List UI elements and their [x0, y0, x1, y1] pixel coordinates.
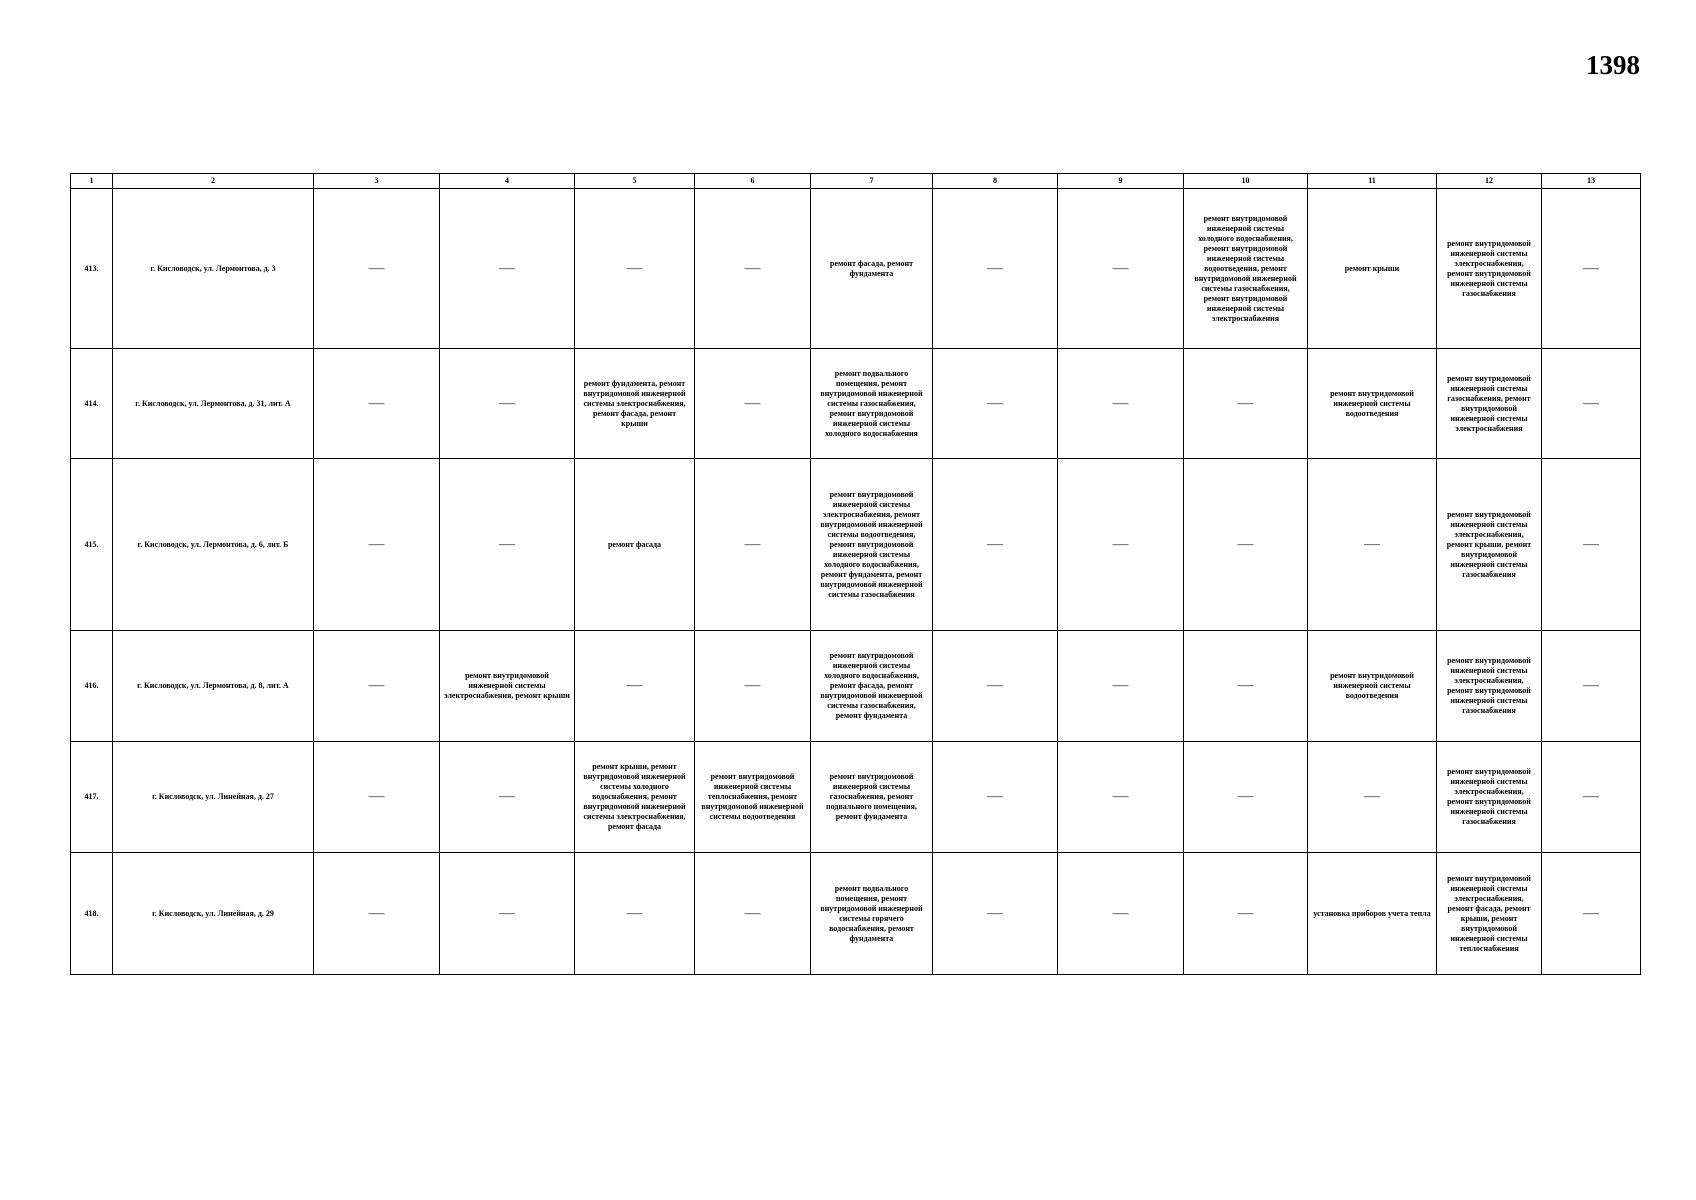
row-number: 414. [71, 349, 113, 459]
header-row [71, 174, 1641, 189]
cell-col-8: —— [933, 742, 1058, 853]
cell-col-3: —— [314, 631, 440, 742]
cell-col-6: ремонт внутридомовой инженерной системы теплоснабжения, ремонт внутридомовой инженерной системы водоотведения [695, 742, 811, 853]
cell-col-7: ремонт фасада, ремонт фундамента [811, 189, 933, 349]
cell-col-10: —— [1184, 631, 1308, 742]
column-header-6: 6 [695, 174, 811, 189]
cell-col-7: ремонт внутридомовой инженерной системы холодного водоснабжения, ремонт фасада, ремонт внутридомовой инженерной системы газоснабжения, ремонт фундамента [811, 631, 933, 742]
cell-col-6: —— [695, 631, 811, 742]
cell-col-11: —— [1308, 742, 1437, 853]
table-row [71, 742, 1641, 853]
cell-col-5: —— [575, 631, 695, 742]
cell-col-5: —— [575, 853, 695, 975]
cell-col-9: —— [1058, 189, 1184, 349]
cell-col-12: ремонт внутридомовой инженерной системы электроснабжения, ремонт фасада, ремонт крыши, ремонт внутридомовой инженерной системы теплоснабжения [1437, 853, 1542, 975]
cell-col-8: —— [933, 631, 1058, 742]
cell-col-3: —— [314, 459, 440, 631]
cell-col-10: —— [1184, 742, 1308, 853]
cell-col-13: —— [1542, 189, 1641, 349]
table-row [71, 189, 1641, 349]
cell-col-4: —— [440, 459, 575, 631]
cell-col-3: —— [314, 742, 440, 853]
cell-col-3: —— [314, 853, 440, 975]
cell-col-11: ремонт внутридомовой инженерной системы водоотведения [1308, 631, 1437, 742]
cell-col-10: —— [1184, 459, 1308, 631]
repair-schedule-table [70, 173, 1641, 975]
cell-col-3: —— [314, 349, 440, 459]
row-number: 415. [71, 459, 113, 631]
column-header-1: 1 [71, 174, 113, 189]
table-row [71, 853, 1641, 975]
cell-col-7: ремонт подвального помещения, ремонт внутридомовой инженерной системы газоснабжения, ремонт внутридомовой инженерной системы холодного водоснабжения [811, 349, 933, 459]
cell-col-11: ремонт внутридомовой инженерной системы водоотведения [1308, 349, 1437, 459]
row-number: 416. [71, 631, 113, 742]
cell-col-13: —— [1542, 631, 1641, 742]
cell-col-5: ремонт крыши, ремонт внутридомовой инженерной системы холодного водоснабжения, ремонт внутридомовой инженерной системы электроснабжения, ремонт фасада [575, 742, 695, 853]
cell-col-4: —— [440, 742, 575, 853]
cell-col-4: —— [440, 853, 575, 975]
cell-col-13: —— [1542, 349, 1641, 459]
cell-col-9: —— [1058, 349, 1184, 459]
cell-col-5: ремонт фундамента, ремонт внутридомовой инженерной системы электроснабжения, ремонт фасада, ремонт крыши [575, 349, 695, 459]
cell-col-5: ремонт фасада [575, 459, 695, 631]
cell-col-6: —— [695, 853, 811, 975]
cell-col-8: —— [933, 459, 1058, 631]
cell-col-12: ремонт внутридомовой инженерной системы газоснабжения, ремонт внутридомовой инженерной системы электроснабжения [1437, 349, 1542, 459]
cell-col-9: —— [1058, 459, 1184, 631]
column-header-5: 5 [575, 174, 695, 189]
cell-col-10: —— [1184, 853, 1308, 975]
cell-col-6: —— [695, 459, 811, 631]
address-cell: г. Кисловодск, ул. Лермонтова, д. 3 [113, 189, 314, 349]
page-number: 1398 [1586, 50, 1640, 80]
cell-col-8: —— [933, 349, 1058, 459]
cell-col-7: ремонт подвального помещения, ремонт внутридомовой инженерной системы горячего водоснабжения, ремонт фундамента [811, 853, 933, 975]
column-header-7: 7 [811, 174, 933, 189]
address-cell: г. Кисловодск, ул. Лермонтова, д. 31, лит. А [113, 349, 314, 459]
cell-col-13: —— [1542, 459, 1641, 631]
cell-col-3: —— [314, 189, 440, 349]
row-number: 413. [71, 189, 113, 349]
cell-col-4: —— [440, 189, 575, 349]
table-row [71, 631, 1641, 742]
cell-col-10: —— [1184, 349, 1308, 459]
column-header-13: 13 [1542, 174, 1641, 189]
cell-col-6: —— [695, 349, 811, 459]
cell-col-11: установка приборов учета тепла [1308, 853, 1437, 975]
column-header-11: 11 [1308, 174, 1437, 189]
cell-col-9: —— [1058, 742, 1184, 853]
table-row [71, 349, 1641, 459]
row-number: 417. [71, 742, 113, 853]
cell-col-7: ремонт внутридомовой инженерной системы электроснабжения, ремонт внутридомовой инженерной системы водоотведения, ремонт внутридомовой инженерной системы холодного водоснабжения, ремонт фундамента, ремонт внутридомовой инженерной системы газоснабжения [811, 459, 933, 631]
row-number: 418. [71, 853, 113, 975]
address-cell: г. Кисловодск, ул. Линейная, д. 29 [113, 853, 314, 975]
column-header-4: 4 [440, 174, 575, 189]
column-header-9: 9 [1058, 174, 1184, 189]
cell-col-6: —— [695, 189, 811, 349]
column-header-2: 2 [113, 174, 314, 189]
cell-col-8: —— [933, 853, 1058, 975]
cell-col-7: ремонт внутридомовой инженерной системы газоснабжения, ремонт подвального помещения, ремонт фундамента [811, 742, 933, 853]
cell-col-13: —— [1542, 853, 1641, 975]
column-header-3: 3 [314, 174, 440, 189]
cell-col-12: ремонт внутридомовой инженерной системы электроснабжения, ремонт внутридомовой инженерной системы газоснабжения [1437, 189, 1542, 349]
column-header-8: 8 [933, 174, 1058, 189]
cell-col-11: ремонт крыши [1308, 189, 1437, 349]
address-cell: г. Кисловодск, ул. Лермонтова, д. 6, лит. Б [113, 459, 314, 631]
cell-col-10: ремонт внутридомовой инженерной системы холодного водоснабжения, ремонт внутридомовой инженерной системы водоотведения, ремонт внутридомовой инженерной системы газоснабжения, ремонт внутридомовой инженерной системы электроснабжения [1184, 189, 1308, 349]
cell-col-5: —— [575, 189, 695, 349]
cell-col-13: —— [1542, 742, 1641, 853]
cell-col-8: —— [933, 189, 1058, 349]
cell-col-11: —— [1308, 459, 1437, 631]
cell-col-4: ремонт внутридомовой инженерной системы электроснабжения, ремонт крыши [440, 631, 575, 742]
cell-col-12: ремонт внутридомовой инженерной системы электроснабжения, ремонт внутридомовой инженерной системы газоснабжения [1437, 631, 1542, 742]
address-cell: г. Кисловодск, ул. Лермонтова, д. 8, лит. А [113, 631, 314, 742]
column-header-10: 10 [1184, 174, 1308, 189]
cell-col-4: —— [440, 349, 575, 459]
column-header-12: 12 [1437, 174, 1542, 189]
cell-col-9: —— [1058, 631, 1184, 742]
table-row [71, 459, 1641, 631]
cell-col-9: —— [1058, 853, 1184, 975]
cell-col-12: ремонт внутридомовой инженерной системы электроснабжения, ремонт внутридомовой инженерной системы газоснабжения [1437, 742, 1542, 853]
cell-col-12: ремонт внутридомовой инженерной системы электроснабжения, ремонт крыши, ремонт внутридомовой инженерной системы газоснабжения [1437, 459, 1542, 631]
address-cell: г. Кисловодск, ул. Линейная, д. 27 [113, 742, 314, 853]
